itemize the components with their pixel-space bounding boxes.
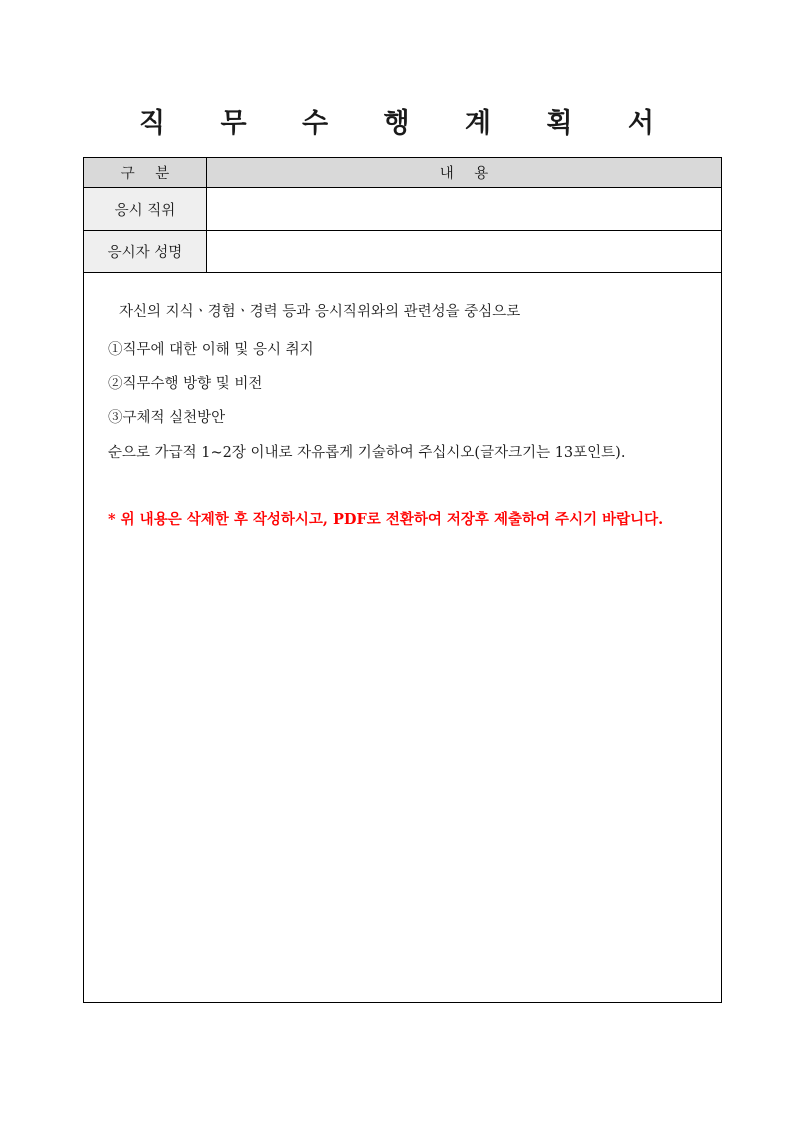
header-content-cell (207, 158, 721, 187)
instruction-line-closing: 순으로 가급적 1~2장 이내로 자유롭게 기술하여 주십시오(글자크기는 13포인트). (108, 445, 626, 461)
content-area[interactable] (84, 273, 721, 1002)
notice-text: * 위 내용은 삭제한 후 작성하시고, PDF로 전환하여 저장후 제출하여 주시기 바랍니다. (108, 511, 664, 528)
applicant-name-label-cell (84, 231, 207, 272)
applicant-name-label: 응시자 성명 (107, 245, 183, 261)
position-label: 응시 직위 (114, 202, 176, 219)
instruction-line-item-2: ②직무수행 방향 및 비전 (108, 376, 263, 392)
table-header-row (84, 158, 721, 188)
plan-form-table (83, 157, 722, 1003)
position-value-field[interactable] (207, 188, 721, 230)
header-category-label: 구 분 (120, 166, 178, 182)
instruction-line-item-3: ③구체적 실천방안 (108, 410, 226, 426)
applicant-name-value-field[interactable] (207, 231, 721, 272)
document-title: 직 무 수 행 계 획 서 (139, 108, 677, 139)
table-row-applicant-name (84, 231, 721, 273)
table-row-position (84, 188, 721, 231)
position-label-cell (84, 188, 207, 230)
header-content-label: 내 용 (439, 166, 497, 182)
instruction-line-intro: 자신의 지식ㆍ경험ㆍ경력 등과 응시직위와의 관련성을 중심으로 (119, 304, 521, 320)
header-category-cell (84, 158, 207, 187)
instruction-line-item-1: ①직무에 대한 이해 및 응시 취지 (108, 342, 314, 358)
